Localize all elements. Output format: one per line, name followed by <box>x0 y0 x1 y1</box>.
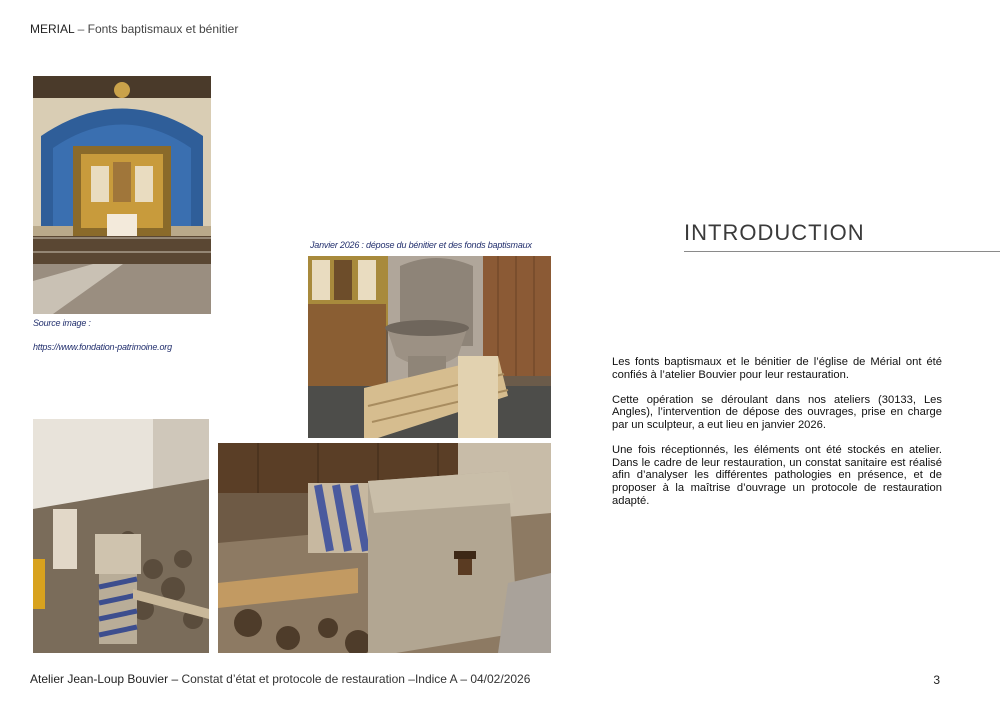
intro-paragraph: Une fois réceptionnés, les éléments ont été stockés en atelier. Dans le cadre de leur restauration, un constat sanitaire est réalisé afin d’analyser les différentes pathologies en présence, et de proposer à la maîtrise d’ouvrage un protocole de restauration adapté. <box>612 444 942 507</box>
removal-caption: Janvier 2026 : dépose du bénitier et des fonds baptismaux <box>310 240 532 250</box>
section-title: INTRODUCTION <box>684 220 865 245</box>
wrapped-column-photo <box>33 419 209 653</box>
section-divider <box>684 251 1000 252</box>
introduction-body <box>612 356 942 520</box>
page-header <box>30 22 238 36</box>
page-footer <box>30 672 530 686</box>
source-url: https://www.fondation-patrimoine.org <box>33 342 172 352</box>
baptismal-font-removal-photo <box>308 256 551 438</box>
header-subtitle: Fonts baptismaux et bénitier <box>87 22 239 36</box>
source-caption: Source image : <box>33 318 91 328</box>
intro-paragraph: Les fonts baptismaux et le bénitier de l’église de Mérial ont été confiés à l’atelier Bouvier pour leur restauration. <box>612 356 942 381</box>
stone-block-photo <box>218 443 551 653</box>
page-number: 3 <box>933 673 940 687</box>
header-brand: MERIAL <box>30 22 75 36</box>
church-interior-photo <box>33 76 211 314</box>
footer-company: Atelier Jean-Loup Bouvier <box>30 672 169 686</box>
header-separator: – <box>77 22 85 36</box>
footer-doc-title: Constat d’état et protocole de restauration –Indice A – 04/02/2026 <box>181 672 531 686</box>
intro-paragraph: Cette opération se déroulant dans nos ateliers (30133, Les Angles), l’intervention de dépose des ouvrages, prise en charge par un sculpteur, a eut lieu en janvier 2026. <box>612 393 942 431</box>
footer-separator: – <box>171 672 179 686</box>
